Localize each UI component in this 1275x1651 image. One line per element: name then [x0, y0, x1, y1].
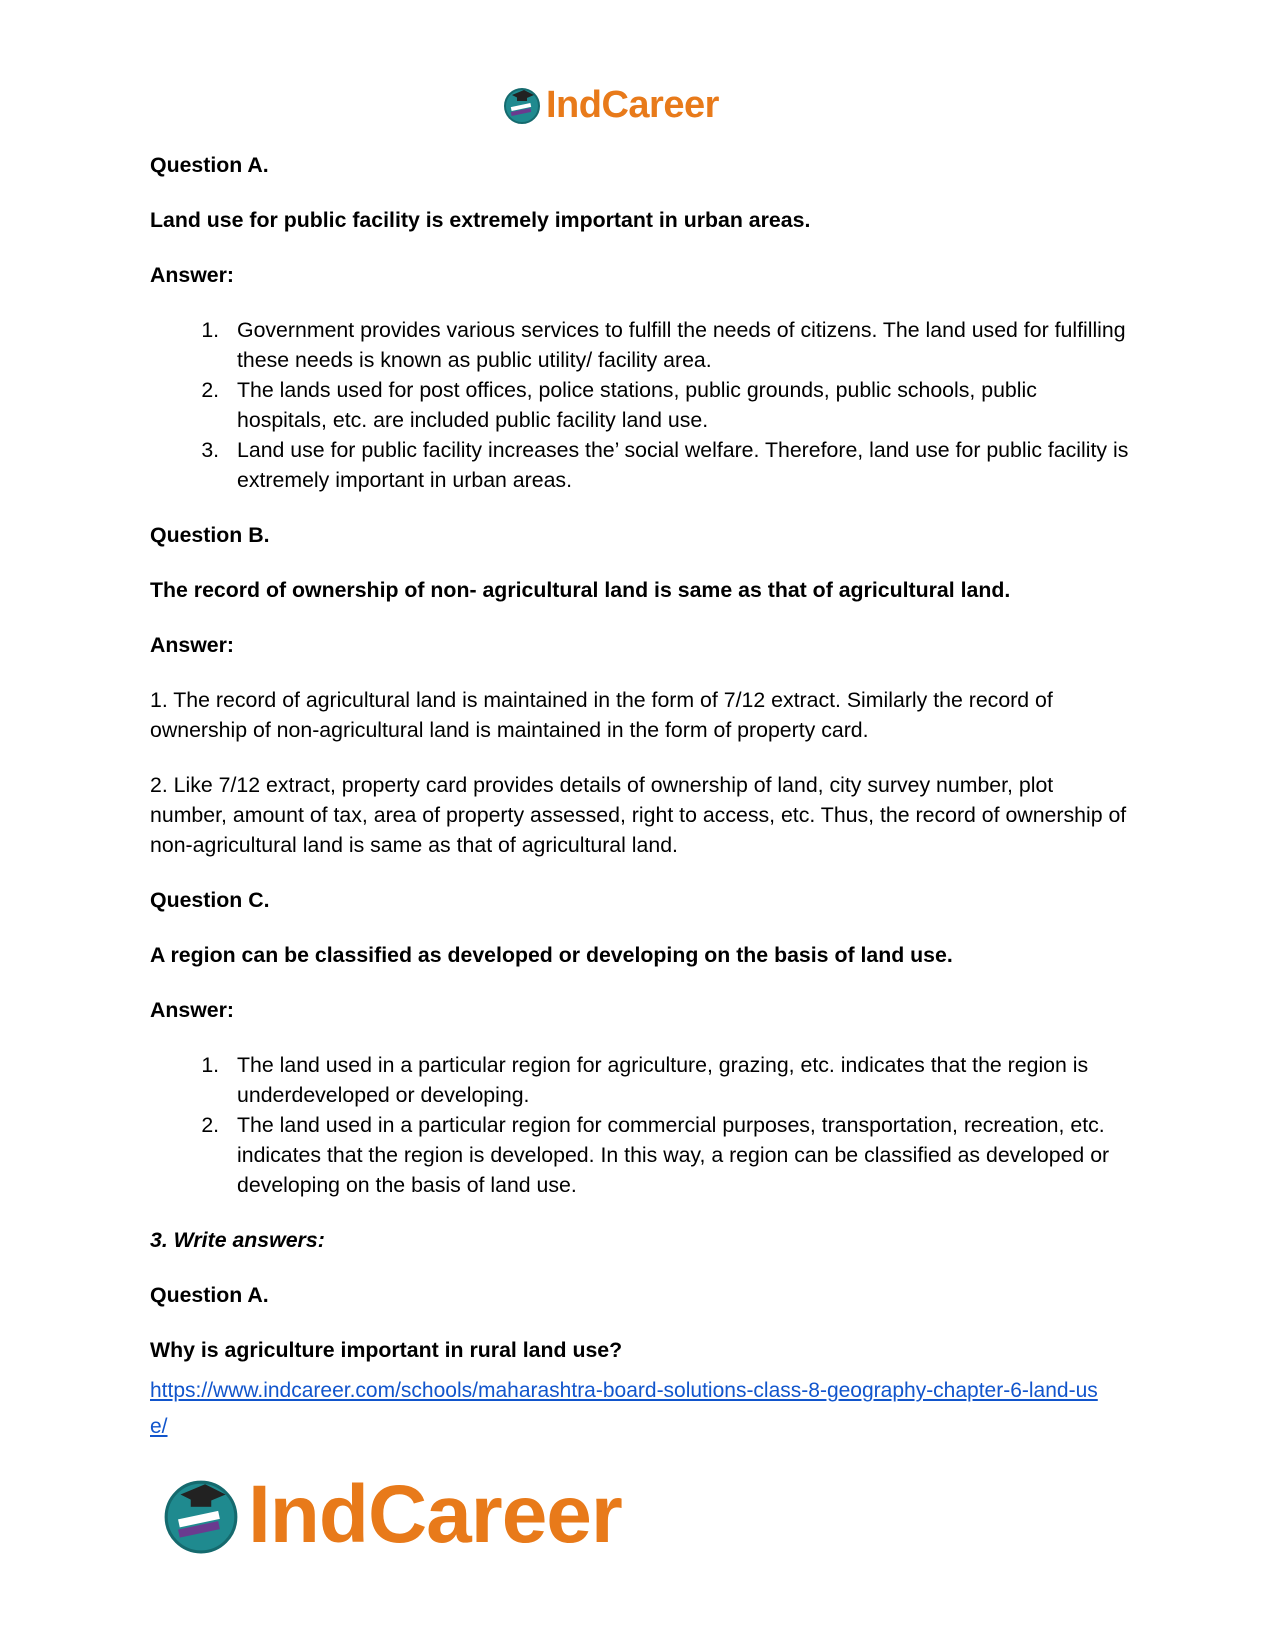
answer-list: [150, 1050, 1130, 1200]
logo-wordmark: IndCareer: [248, 1469, 622, 1560]
answer-paragraph: 2. Like 7/12 extract, property card provides details of ownership of land, city survey number, plot number, amount of tax, area of property assessed, right to access, etc. Thus, the record of ownership of non-agricultural land is same as that of agricultural land.: [150, 773, 1127, 857]
question-statement: Why is agriculture important in rural land use?: [150, 1338, 623, 1362]
question-statement: A region can be classified as developed or developing on the basis of land use.: [150, 943, 953, 967]
document-body: [150, 150, 1130, 1445]
source-link[interactable]: https://www.indcareer.com/schools/maharashtra-board-solutions-class-8-geography-chapter-6-land-use/: [150, 1379, 1098, 1438]
logo-globe-icon: [160, 1474, 242, 1556]
logo-globe-icon: [502, 85, 542, 125]
question-label: Question A.: [150, 153, 269, 177]
question-label: Question B.: [150, 523, 270, 547]
list-item: 1. The land used in a particular region for agriculture, grazing, etc. indicates that the region is underdeveloped or developing.: [225, 1050, 1130, 1110]
section-heading: 3. Write answers:: [150, 1228, 325, 1252]
answer-list: [150, 315, 1130, 495]
question-label: Question A.: [150, 1283, 269, 1307]
footer-logo: [160, 1465, 622, 1565]
list-item: 2. The lands used for post offices, police stations, public grounds, public schools, public hospitals, etc. are included public facility land use.: [225, 375, 1130, 435]
question-label: Question C.: [150, 888, 270, 912]
list-item: 1. Government provides various services to fulfill the needs of citizens. The land used for fulfilling these needs is known as public utility/ facility area.: [225, 315, 1130, 375]
answer-label: Answer:: [150, 998, 235, 1022]
question-statement: The record of ownership of non- agricultural land is same as that of agricultural land.: [150, 578, 1011, 602]
list-item: 2. The land used in a particular region for commercial purposes, transportation, recreation, etc. indicates that the region is developed. In this way, a region can be classified as developed or developing on the basis of land use.: [225, 1110, 1130, 1200]
header-logo: [502, 80, 719, 130]
question-statement: Land use for public facility is extremely important in urban areas.: [150, 208, 811, 232]
answer-label: Answer:: [150, 263, 235, 287]
logo-wordmark: IndCareer: [546, 84, 719, 126]
answer-paragraph: 1. The record of agricultural land is maintained in the form of 7/12 extract. Similarly the record of ownership of non-agricultural land is maintained in the form of property card.: [150, 688, 1053, 742]
answer-label: Answer:: [150, 633, 235, 657]
list-item: 3. Land use for public facility increases the’ social welfare. Therefore, land use for public facility is extremely important in urban areas.: [225, 435, 1130, 495]
